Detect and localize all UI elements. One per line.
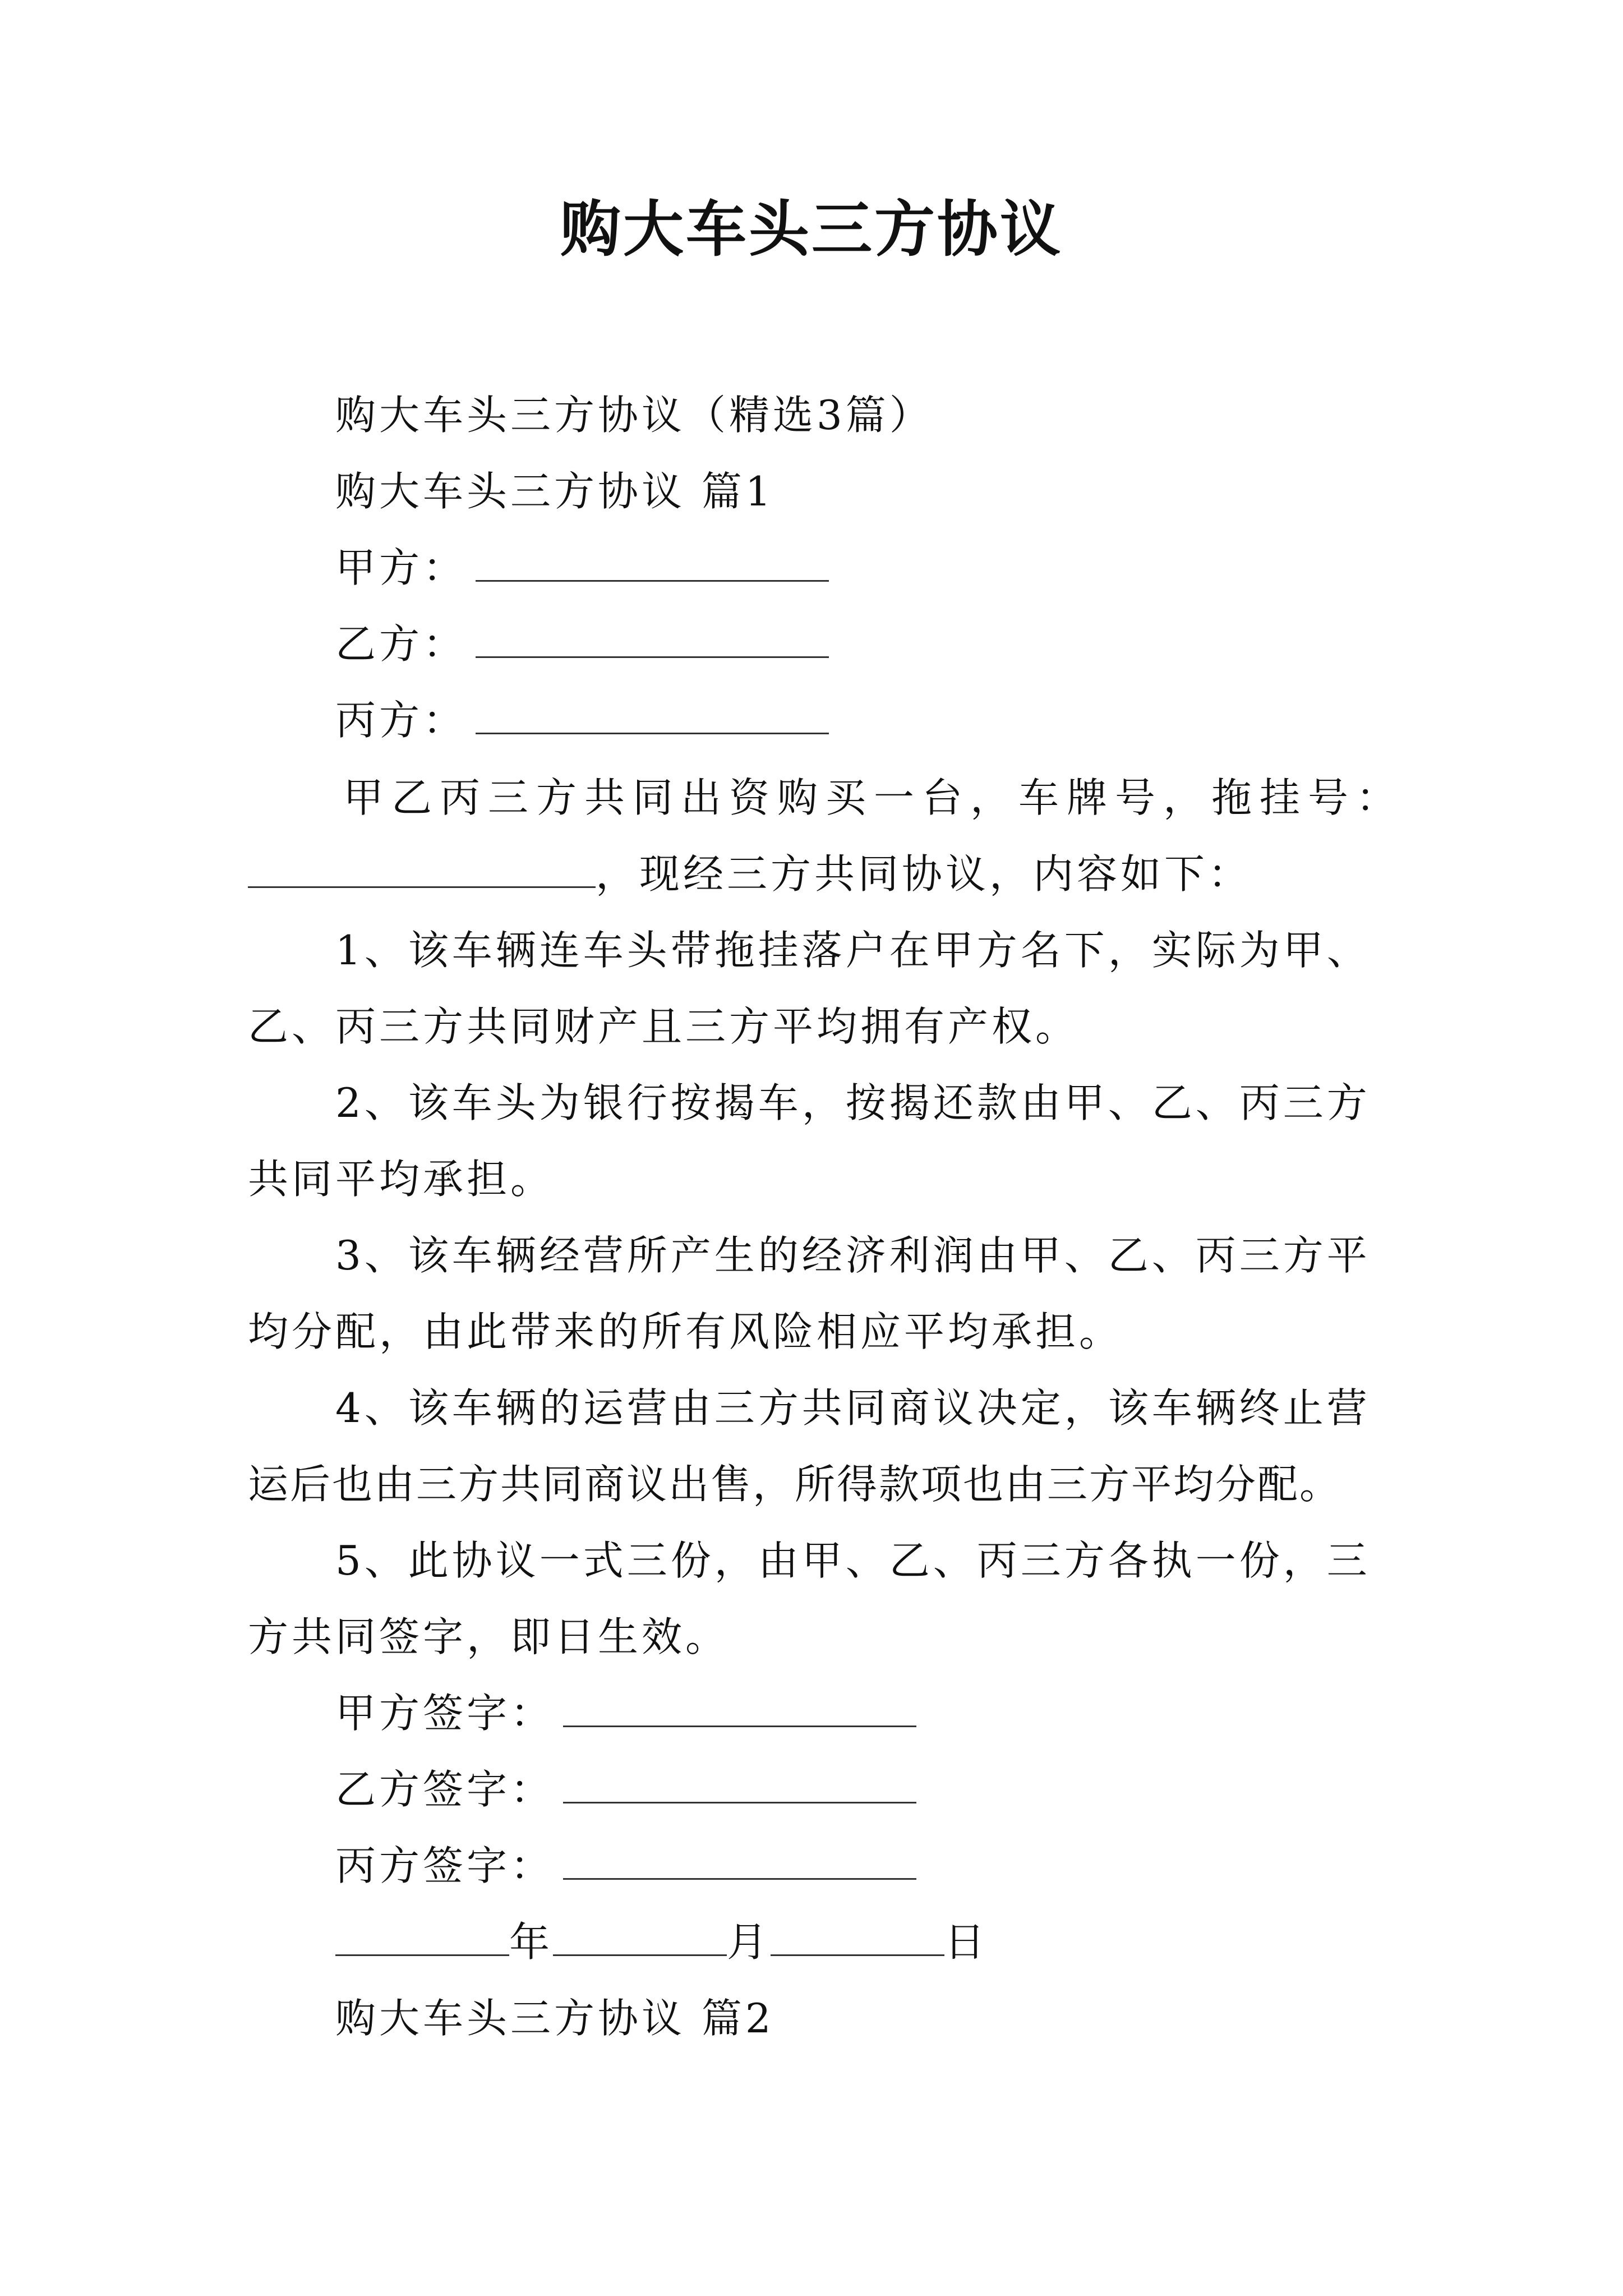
day-blank xyxy=(771,1915,944,1956)
section2-heading: 购大车头三方协议 篇2 xyxy=(335,1995,774,2042)
intro-line-2 xyxy=(248,846,1252,902)
party-b-line xyxy=(335,616,829,672)
clause-4-line-1: 4、该车辆的运营由三方共同商议决定，该车辆终止营 xyxy=(335,1384,1371,1432)
signature-b-label: 乙方签字： xyxy=(335,1766,555,1813)
section1-heading: 购大车头三方协议 篇1 xyxy=(335,468,774,515)
month-blank xyxy=(553,1915,727,1956)
day-label: 日 xyxy=(944,1918,989,1966)
party-c-blank xyxy=(476,693,829,734)
month-label: 月 xyxy=(727,1918,771,1966)
clause-2-line-2: 共同平均承担。 xyxy=(248,1156,555,1203)
document-subtitle: 购大车头三方协议（精选3篇） xyxy=(335,392,933,439)
party-a-line xyxy=(335,540,829,596)
year-blank xyxy=(335,1915,509,1956)
signature-b-line xyxy=(335,1761,916,1818)
signature-a-label: 甲方签字： xyxy=(335,1690,555,1737)
clause-4-line-2: 运后也由三方共同商议出售，所得款项也由三方平均分配。 xyxy=(248,1461,1342,1508)
party-b-label: 乙方： xyxy=(335,620,467,668)
party-c-line xyxy=(335,692,829,748)
party-a-label: 甲方： xyxy=(335,544,467,591)
clause-1-line-2: 乙、丙三方共同财产且三方平均拥有产权。 xyxy=(248,1003,1080,1050)
signature-b-blank xyxy=(563,1763,916,1803)
party-b-blank xyxy=(476,617,829,658)
party-a-blank xyxy=(476,541,829,582)
signature-a-blank xyxy=(563,1686,916,1727)
clause-5-line-2: 方共同签字，即日生效。 xyxy=(248,1613,730,1660)
party-c-label: 丙方： xyxy=(335,697,467,744)
signature-c-line xyxy=(335,1838,916,1894)
intro-line-2-text: ，现经三方共同协议，内容如下： xyxy=(596,850,1252,898)
intro-line-1: 甲乙丙三方共同出资购买一台，车牌号，拖挂号： xyxy=(343,774,1405,821)
signature-a-line xyxy=(335,1685,916,1741)
clause-2-line-1: 2、该车头为银行按揭车，按揭还款由甲、乙、丙三方 xyxy=(335,1079,1371,1126)
signature-c-blank xyxy=(563,1839,916,1880)
clause-5-line-1: 5、此协议一式三份，由甲、乙、丙三方各执一份，三 xyxy=(335,1537,1371,1584)
date-line xyxy=(335,1914,988,1970)
clause-3-line-1: 3、该车辆经营所产生的经济利润由甲、乙、丙三方平 xyxy=(335,1232,1371,1279)
clause-1-line-1: 1、该车辆连车头带拖挂落户在甲方名下，实际为甲、 xyxy=(335,927,1371,974)
signature-c-label: 丙方签字： xyxy=(335,1842,555,1889)
year-label: 年 xyxy=(509,1918,554,1966)
clause-3-line-2: 均分配，由此带来的所有风险相应平均承担。 xyxy=(248,1308,1123,1355)
document-title: 购大车头三方协议 xyxy=(560,195,1063,265)
plate-number-blank xyxy=(248,847,596,888)
